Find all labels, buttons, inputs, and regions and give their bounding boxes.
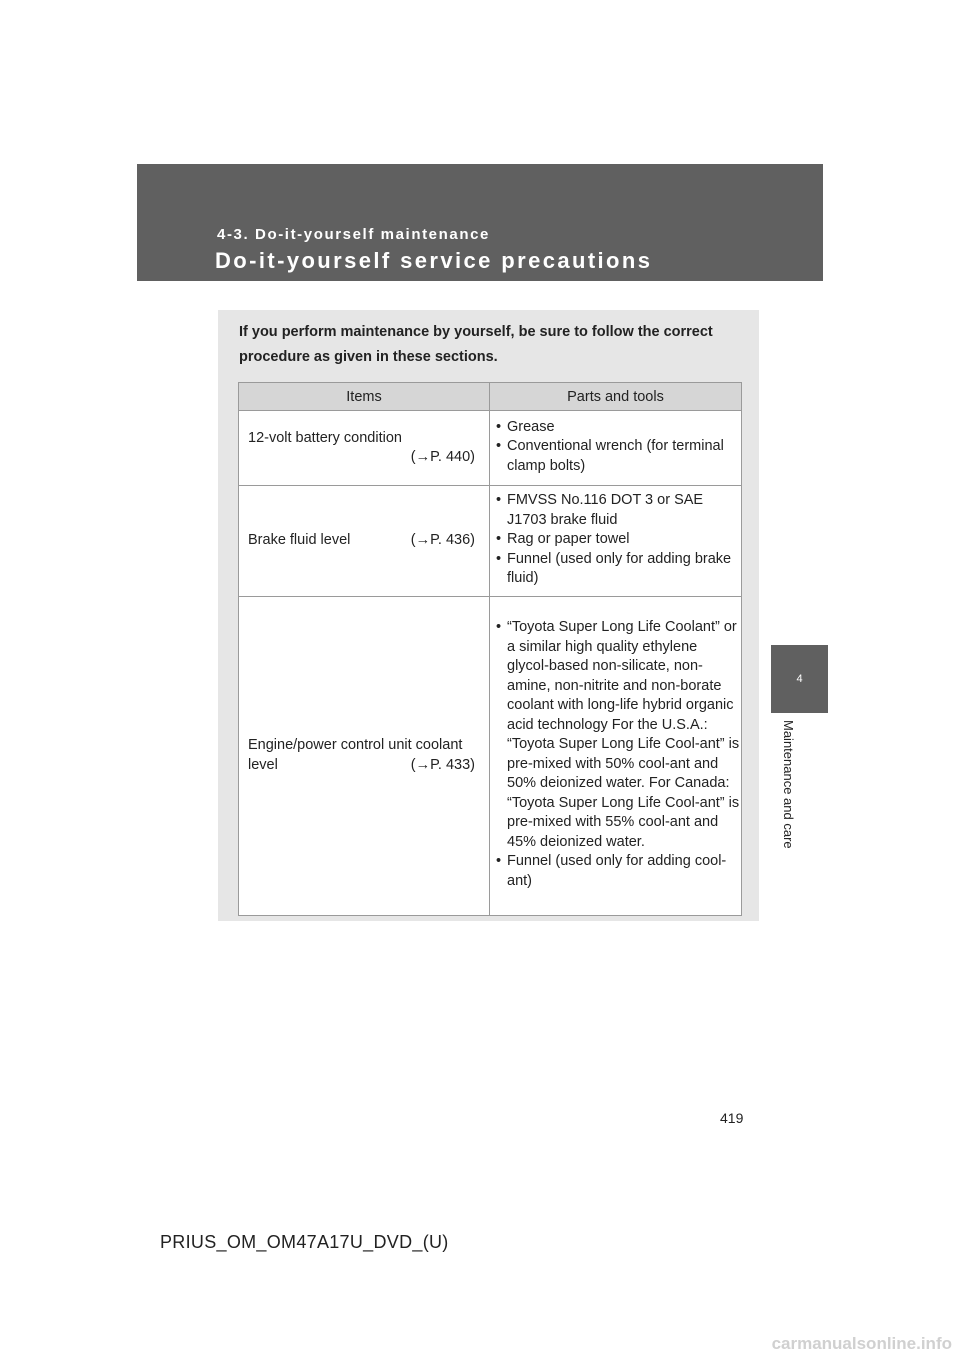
list-item: • Grease bbox=[496, 418, 741, 438]
parts-table bbox=[238, 382, 742, 916]
item-name: Brake fluid level bbox=[248, 532, 351, 548]
table-row bbox=[239, 411, 742, 486]
bullet-icon: • bbox=[496, 418, 502, 435]
document-code: PRIUS_OM_OM47A17U_DVD_(U) bbox=[160, 1232, 449, 1252]
column-header: Parts and tools bbox=[490, 383, 742, 411]
tools-cell bbox=[490, 411, 742, 486]
page-reference-link[interactable]: (→P. 440) bbox=[410, 449, 475, 465]
bullet-icon: • bbox=[496, 619, 502, 635]
bullet-icon: • bbox=[496, 550, 502, 567]
item-name: Engine/power control unit coolant bbox=[248, 737, 463, 753]
item-cell bbox=[239, 486, 490, 597]
chapter-label: Maintenance and care bbox=[781, 720, 796, 849]
list-item: • “Toyota Super Long Life Coolant” or a similar high quality ethylene glycol-based non-silicate, non-amine, non-nitrite and non-borate coolant with long-life hybrid organic acid technology For the U.S.A.: “Toyota Super Long Life Cool-ant” is pre-mixed with 50% cool-ant and 50% deionized water. For Canada: “Toyota Super Long Life Cool-ant” is pre-mixed with 55% cool-ant and 45% deionized water. bbox=[496, 619, 740, 850]
page-title: Do-it-yourself service precautions bbox=[215, 248, 653, 273]
intro-text: If you perform maintenance by yourself, be sure to follow the correct procedure as given in these sections. bbox=[239, 324, 713, 365]
page-reference-link[interactable]: (→P. 436) bbox=[410, 532, 475, 548]
bullet-icon: • bbox=[496, 531, 502, 547]
chapter-tab[interactable] bbox=[771, 645, 828, 713]
item-name-continued: level bbox=[248, 756, 278, 773]
page-number: 419 bbox=[720, 1110, 744, 1126]
item-name: 12-volt battery condition bbox=[248, 429, 402, 446]
list-item: • FMVSS No.116 DOT 3 or SAE J1703 brake fluid bbox=[496, 492, 704, 528]
item-cell bbox=[239, 596, 490, 915]
content-panel bbox=[218, 310, 759, 921]
table-row bbox=[239, 596, 742, 915]
tools-cell bbox=[490, 596, 742, 915]
tools-cell bbox=[490, 486, 742, 597]
table-row bbox=[239, 486, 742, 597]
list-item: • Rag or paper towel bbox=[496, 530, 741, 550]
column-header: Items bbox=[239, 383, 490, 411]
table-header-row bbox=[239, 383, 742, 411]
list-item: • Funnel (used only for adding cool-ant) bbox=[496, 853, 727, 889]
chapter-number: 4 bbox=[796, 673, 803, 685]
list-item: • Funnel (used only for adding brake fluid) bbox=[496, 550, 732, 586]
watermark: carmanualsonline.info bbox=[771, 1334, 952, 1353]
bullet-icon: • bbox=[496, 492, 502, 508]
bullet-icon: • bbox=[496, 853, 502, 869]
page-reference-link[interactable]: (→P. 433) bbox=[410, 756, 475, 773]
section-label: 4-3. Do-it-yourself maintenance bbox=[217, 226, 490, 243]
item-cell bbox=[239, 411, 490, 486]
section-header bbox=[137, 164, 823, 281]
list-item: • Conventional wrench (for terminal clamp bolts) bbox=[496, 438, 724, 474]
bullet-icon: • bbox=[496, 438, 502, 455]
